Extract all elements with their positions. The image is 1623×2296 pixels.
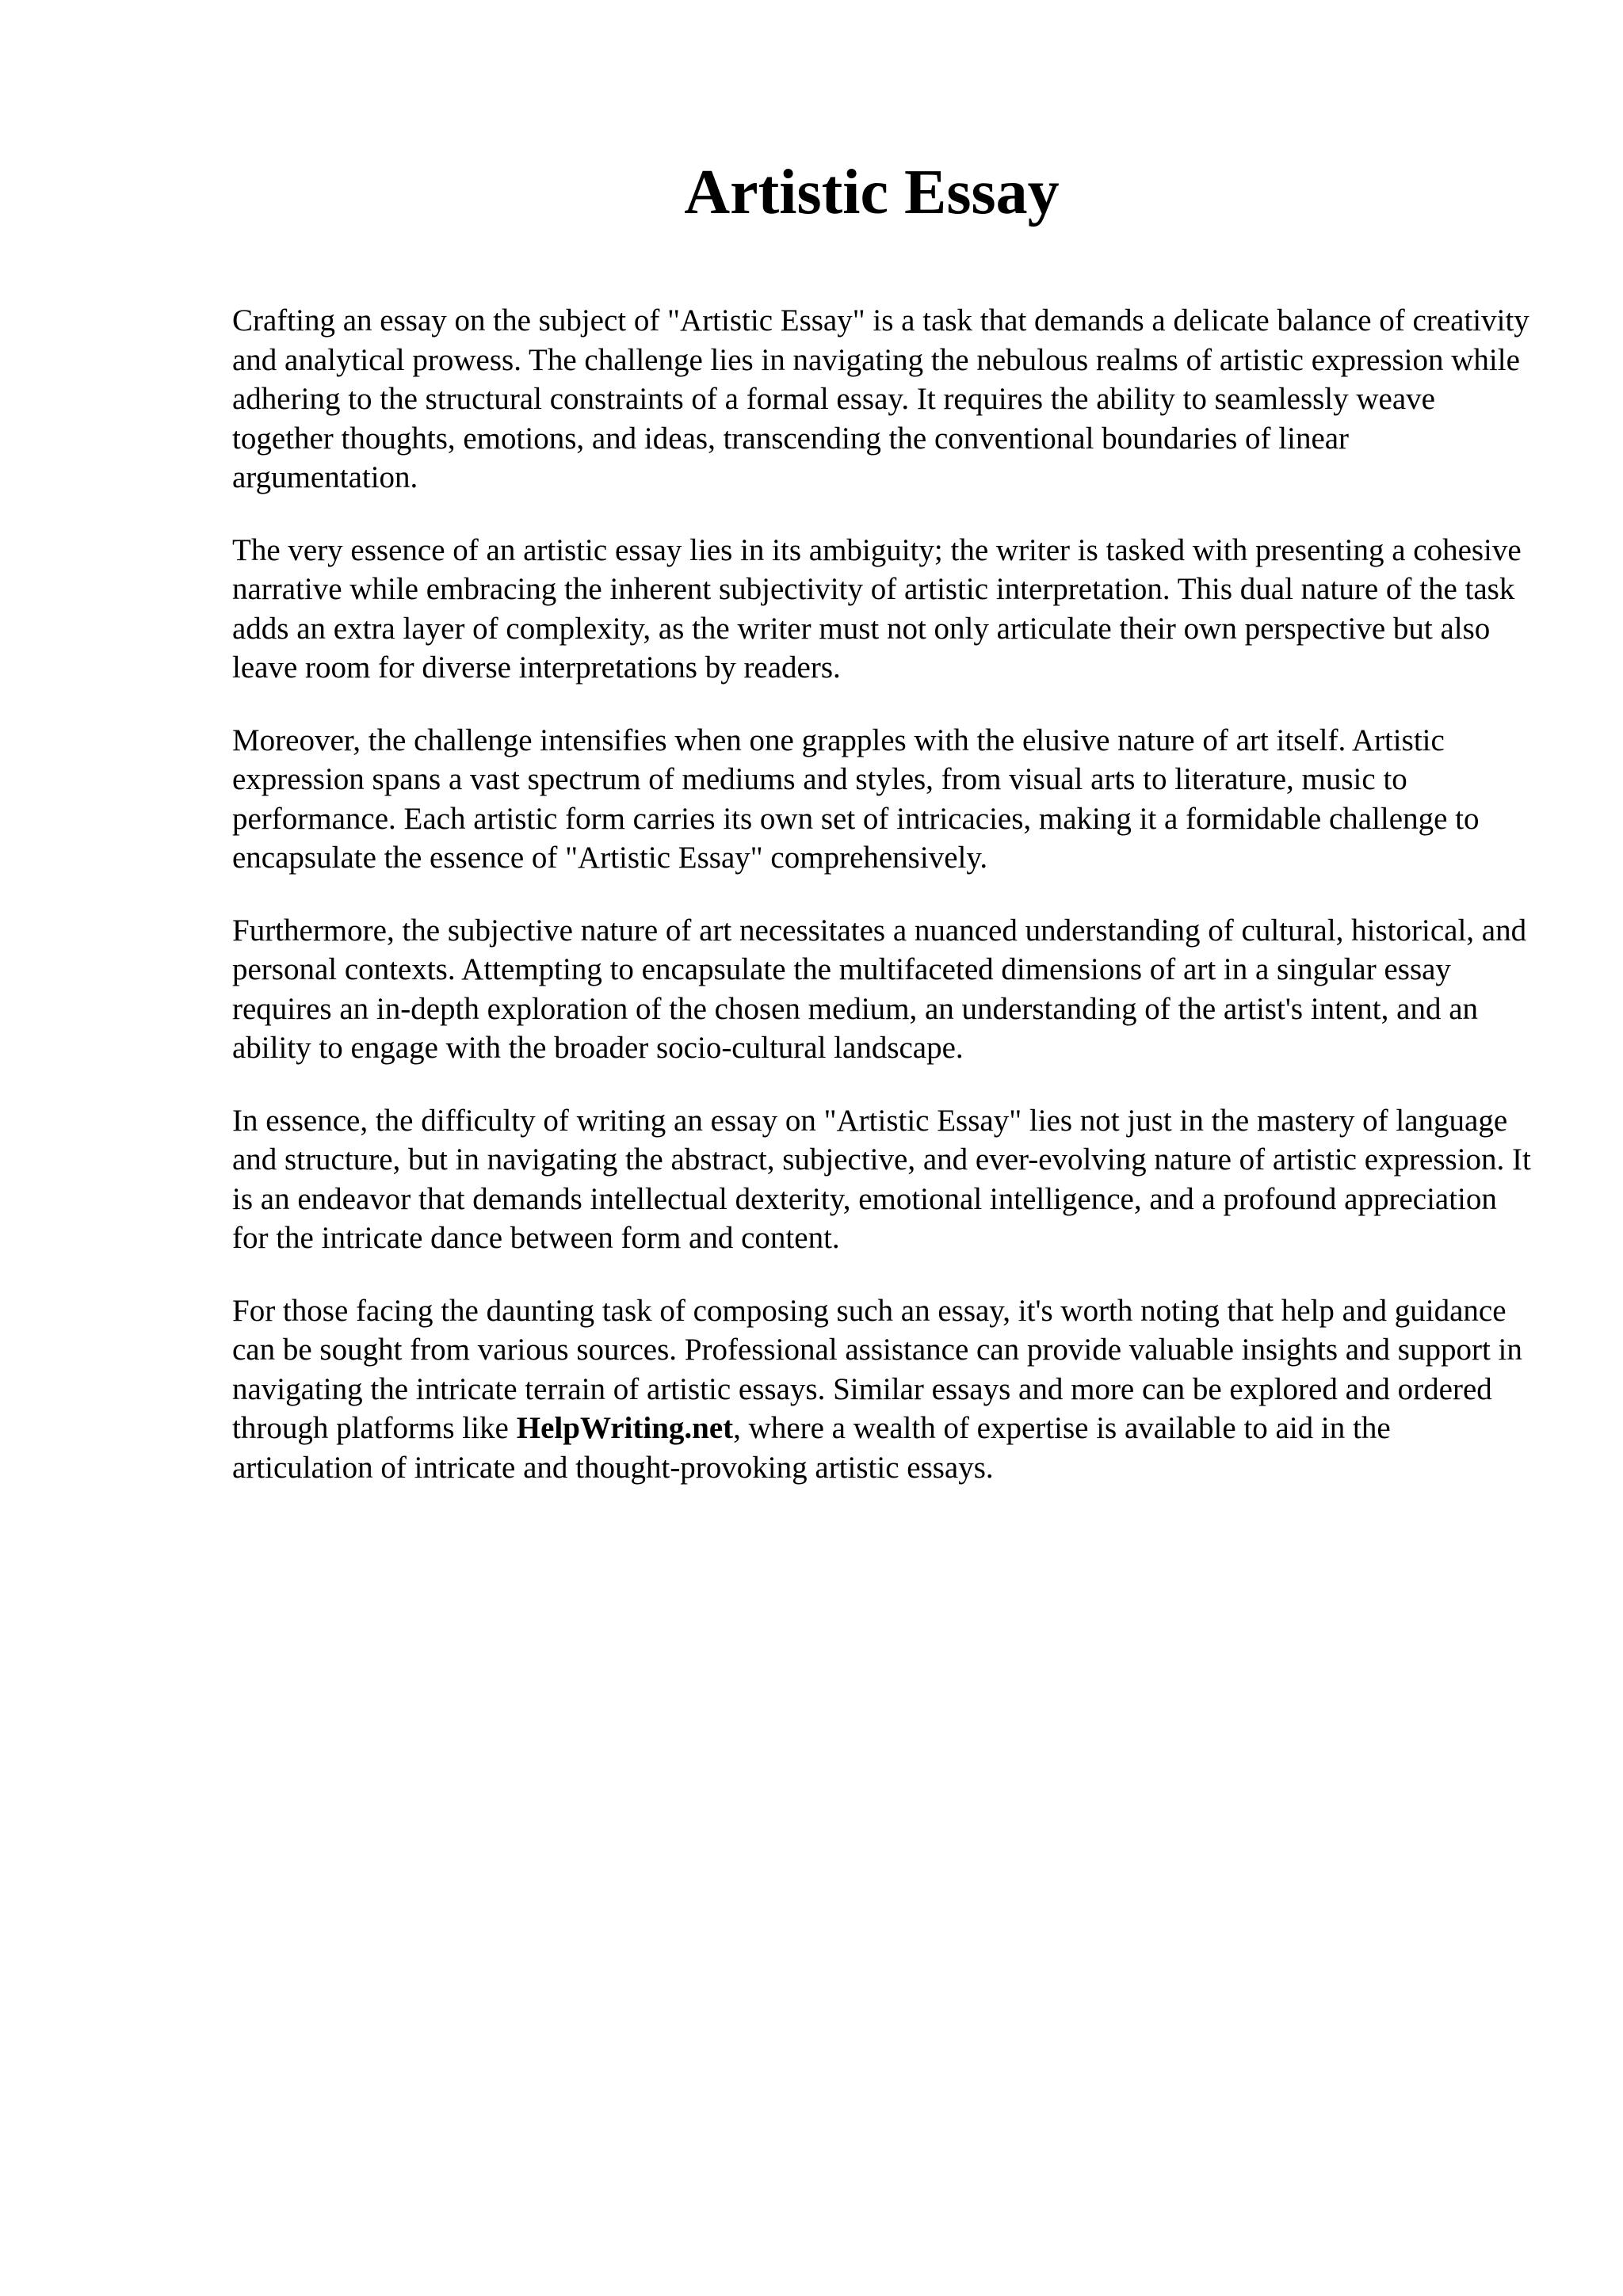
paragraph-2: The very essence of an artistic essay lies in its ambiguity; the writer is tasked with presenting a cohesive narrative while embracing the inherent subjectivity of artistic interpretation. This dual nature of the task adds an extra layer of complexity, as the writer must not only articulate their own perspective but also leave room for diverse interpretations by readers. bbox=[232, 532, 1522, 685]
paragraph-4: Furthermore, the subjective nature of art necessitates a nuanced understanding of cultural, historical, and personal contexts. Attempting to encapsulate the multifaceted dimensions of art in a singular essay requires an in-depth exploration of the chosen medium, an understanding of the artist's intent, and an ability to engage with the broader socio-cultural landscape. bbox=[232, 913, 1527, 1065]
paragraph-1: Crafting an essay on the subject of "Artistic Essay" is a task that demands a delicate balance of creativity and analytical prowess. The challenge lies in navigating the nebulous realms of artistic expression while adhering to the structural constraints of a formal essay. It requires the ability to seamlessly weave together thoughts, emotions, and ideas, transcending the conventional boundaries of linear argumentation. bbox=[232, 303, 1529, 494]
document-title: Artistic Essay bbox=[684, 158, 1060, 227]
paragraph-6-text-after-link: , where a wealth of expertise is available to aid in the articulation of intricate and thought-provoking artistic essays. bbox=[232, 1411, 1391, 1485]
paragraph-3: Moreover, the challenge intensifies when one grapples with the elusive nature of art itself. Artistic expression spans a vast spectrum of mediums and styles, from visual arts to literature, music to performance. Each artistic form carries its own set of intricacies, making it a formidable challenge to encapsulate the essence of "Artistic Essay" comprehensively. bbox=[232, 723, 1480, 875]
paragraph-5: In essence, the difficulty of writing an essay on "Artistic Essay" lies not just in the mastery of language and structure, but in navigating the abstract, subjective, and ever-evolving nature of artistic expression. It is an endeavor that demands intellectual dexterity, emotional intelligence, and a profound appreciation for the intricate dance between form and content. bbox=[232, 1103, 1531, 1255]
paragraph-6 bbox=[232, 1291, 1532, 1488]
helpwriting-link[interactable]: HelpWriting.net bbox=[516, 1411, 734, 1445]
paragraph-6-text-before-link: For those facing the daunting task of composing such an essay, it's worth noting that help and guidance can be sought from various sources. Professional assistance can provide valuable insights and support in navigating the intricate terrain of artistic essays. Similar essays and more can be explored and ordered through platforms like bbox=[232, 1293, 1522, 1445]
document-body bbox=[232, 301, 1532, 1520]
